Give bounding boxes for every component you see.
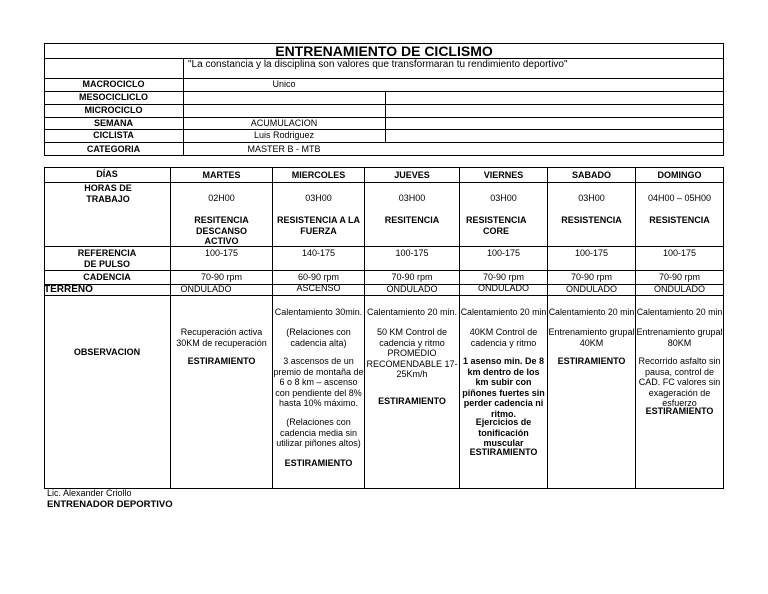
day-terrain-miercoles: ASCENSO [296, 283, 341, 293]
day-hours-martes: 02H00 [208, 193, 235, 203]
row-label-referencia: REFERENCIA DE PULSO [77, 248, 137, 269]
day-terrain-domingo: ONDULADO [653, 284, 705, 294]
obs-miercoles-5: ESTIRAMIENTO [284, 458, 353, 468]
obs-martes-2: ESTIRAMIENTO [187, 356, 256, 366]
coach-name: Lic. Alexander Criollo [47, 488, 132, 498]
row-label-terreno: TERRENO [44, 284, 93, 295]
obs-domingo-2: Entrenamiento grupal 80KM [636, 327, 723, 348]
day-hours-domingo: 04H00 – 05H00 [647, 193, 712, 203]
day-type-sabado: RESISTENCIA [561, 215, 622, 225]
obs-jueves-2: 50 KM Control de cadencia y ritmo PROMEDIO RECOMENDABLE 17-25Km/h [366, 327, 458, 379]
day-pulse-jueves: 100-175 [395, 248, 429, 258]
label-microciclo: MICROCICLO [84, 105, 143, 115]
obs-miercoles-3: 3 ascensos de un premio de montaña de 6 o 8 km – ascenso con pendiente del 8% hasta 10% máximo. [273, 356, 364, 408]
obs-domingo-1: Calentamiento 20 min [636, 307, 723, 317]
obs-viernes-5: ESTIRAMIENTO [469, 447, 538, 457]
day-name-miercoles: MIERCOLES [291, 170, 346, 180]
day-terrain-jueves: ONDULADO [386, 284, 438, 294]
value-semana: ACUMULACION [250, 118, 318, 128]
obs-viernes-2: 40KM Control de cadencia y ritmo [469, 327, 538, 348]
day-type-miercoles: RESISTENCIA A LA FUERZA [276, 215, 360, 236]
label-macrociclo: MACROCICLO [82, 79, 145, 89]
obs-domingo-4: ESTIRAMIENTO [645, 406, 714, 416]
obs-viernes-4: Ejercicios de tonificación muscular [475, 417, 532, 448]
obs-martes-1: Recuperación activa 30KM de recuperación [176, 327, 267, 348]
label-semana: SEMANA [93, 118, 133, 128]
day-cadence-martes: 70-90 rpm [200, 272, 243, 282]
day-hours-jueves: 03H00 [398, 193, 426, 203]
day-type-domingo: RESISTENCIA [649, 215, 710, 225]
obs-miercoles-4: (Relaciones con cadencia media sin utilizar piñones altos) [276, 417, 361, 448]
day-name-martes: MARTES [202, 170, 241, 180]
obs-domingo-3: Recorrido asfalto sin pausa, control de CAD. FC valores sin exageración de esfuerzo [638, 356, 721, 408]
obs-sabado-3: ESTIRAMIENTO [557, 356, 626, 366]
day-pulse-miercoles: 140-175 [301, 248, 336, 258]
row-label-cadencia: CADENCIA [83, 272, 131, 282]
day-pulse-viernes: 100-175 [486, 248, 521, 258]
day-terrain-sabado: ONDULADO [565, 284, 617, 294]
day-type-jueves: RESITENCIA [384, 215, 440, 225]
label-categoria: CATEGORIA [86, 144, 141, 154]
obs-sabado-2: Entrenamiento grupal 40KM [548, 327, 635, 348]
obs-sabado-1: Calentamiento 20 min [548, 307, 635, 317]
day-hours-viernes: 03H00 [490, 193, 517, 203]
day-name-viernes: VIERNES [483, 170, 524, 180]
day-type-viernes: RESISTENCIA CORE [466, 215, 527, 236]
obs-jueves-3: ESTIRAMIENTO [378, 396, 446, 406]
day-hours-sabado: 03H00 [578, 193, 605, 203]
label-mesociclo: MESOCICLICLO [79, 92, 148, 102]
obs-miercoles-2: (Relaciones con cadencia alta) [286, 327, 351, 348]
row-label-observacion: OBSERVACION [73, 347, 141, 357]
row-label-dias: DÍAS [96, 169, 118, 179]
day-name-jueves: JUEVES [394, 170, 430, 180]
day-terrain-viernes: ONDULADO [477, 283, 529, 293]
motivational-quote: "La constancia y la disciplina son valores que transformaran tu rendimiento deportivo" [188, 59, 568, 70]
value-categoria: MASTER B - MTB [247, 144, 321, 154]
obs-jueves-1: Calentamiento 20 min. [366, 307, 458, 317]
day-pulse-domingo: 100-175 [662, 248, 697, 258]
day-type-martes: RESITENCIA DESCANSO ACTIVO [194, 215, 249, 246]
page-title: ENTRENAMIENTO DE CICLISMO [275, 43, 493, 59]
day-cadence-viernes: 70-90 rpm [482, 272, 525, 282]
value-macrociclo: Unico [272, 79, 296, 89]
day-cadence-jueves: 70-90 rpm [391, 272, 433, 282]
row-label-horas: HORAS DE TRABAJO [84, 183, 132, 204]
day-name-sabado: SABADO [571, 170, 611, 180]
obs-viernes-1: Calentamiento 20 min [460, 307, 547, 317]
day-cadence-sabado: 70-90 rpm [570, 272, 613, 282]
day-name-domingo: DOMINGO [657, 170, 702, 180]
day-cadence-domingo: 70-90 rpm [658, 272, 701, 282]
day-pulse-sabado: 100-175 [574, 248, 609, 258]
day-pulse-martes: 100-175 [204, 248, 239, 258]
day-hours-miercoles: 03H00 [305, 193, 332, 203]
obs-miercoles-1: Calentamiento 30min. [274, 307, 363, 317]
label-ciclista: CICLISTA [93, 130, 134, 140]
value-ciclista: Luis Rodriguez [253, 130, 315, 140]
coach-role: ENTRENADOR DEPORTIVO [47, 499, 173, 510]
day-terrain-martes: ONDULADO [180, 284, 232, 294]
day-cadence-miercoles: 60-90 rpm [297, 272, 340, 282]
obs-viernes-3: 1 asenso min. De 8 km dentro de los km subir con piñones fuertes sin perder cadencia ni ritmo. [462, 356, 545, 419]
